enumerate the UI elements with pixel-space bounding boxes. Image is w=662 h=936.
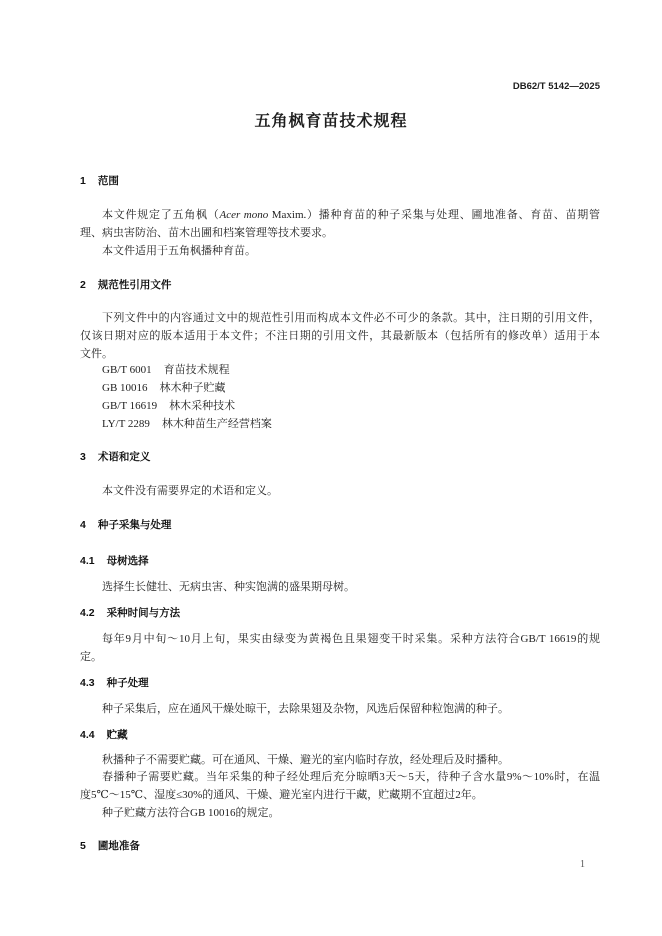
subsection-title: 采种时间与方法 [106, 607, 181, 619]
subsection-4-3-heading [80, 676, 149, 690]
subsection-paragraph-line: 种子采集后，应在通风干燥处晾干，去除果翅及杂物，风选后保留种粒饱满的种子。 [102, 703, 509, 715]
reference-name: 育苗技术规程 [163, 364, 230, 376]
section-number: 5 [80, 840, 86, 852]
subsection-paragraph-line: 秋播种子不需要贮藏。可在通风、干燥、避光的室内临时存放，经处理后及时播种。 [102, 754, 509, 766]
subsection-number: 4.2 [80, 607, 95, 619]
reference-item [102, 399, 235, 413]
section-number: 3 [80, 451, 86, 463]
page-number: 1 [580, 859, 585, 870]
subsection-paragraph-line: 每年9月中旬～10月上旬，果实由绿变为黄褐色且果翅变干时采集。采种方法符合GB/T 16619的规 [102, 633, 600, 645]
scope-paragraph-line [102, 208, 600, 222]
standard-code: DB62/T 5142—2025 [512, 81, 600, 92]
subsection-4-2-heading [80, 606, 180, 620]
section-5-heading [80, 839, 140, 853]
reference-code: GB/T 6001 [102, 364, 152, 376]
norm-paragraph-line: 下列文件中的内容通过文中的规范性引用而构成本文件必不可少的条款。其中，注日期的引用文件， [102, 312, 600, 324]
subsection-number: 4.3 [80, 677, 95, 689]
reference-item [102, 363, 230, 377]
section-number: 2 [80, 279, 86, 291]
subsection-title: 母树选择 [106, 555, 149, 567]
terms-paragraph: 本文件没有需要界定的术语和定义。 [102, 485, 278, 497]
reference-item [102, 417, 272, 431]
document-title: 五角枫育苗技术规程 [254, 113, 408, 130]
subsection-title: 贮藏 [106, 729, 128, 741]
reference-code: GB 10016 [102, 382, 148, 394]
text-run: Maxim.）播种育苗的种子采集与处理、圃地准备、育苗、苗期管 [268, 209, 600, 221]
reference-code: GB/T 16619 [102, 400, 158, 412]
reference-code: LY/T 2289 [102, 418, 150, 430]
subsection-paragraph-line: 度5℃～15℃、湿度≤30%的通风、干燥、避光室内进行干藏，贮藏期不宜超过2年。 [80, 789, 483, 801]
section-title: 规范性引用文件 [97, 279, 172, 291]
section-title: 种子采集与处理 [97, 519, 172, 531]
scope-paragraph-line: 理、病虫害防治、苗木出圃和档案管理等技术要求。 [80, 227, 333, 239]
section-2-heading [80, 278, 171, 292]
section-number: 4 [80, 519, 86, 531]
subsection-paragraph-line: 定。 [80, 651, 102, 663]
reference-name: 林木种苗生产经营档案 [161, 418, 272, 430]
subsection-title: 种子处理 [106, 677, 149, 689]
norm-paragraph-line: 文件。 [80, 348, 113, 360]
reference-name: 林木种子贮藏 [159, 382, 226, 394]
section-4-heading [80, 518, 171, 532]
subsection-paragraph-line: 春播种子需要贮藏。当年采集的种子经处理后充分晾晒3天～5天，待种子含水量9%～10%时，在温 [102, 771, 600, 783]
reference-item [102, 381, 226, 395]
section-1-heading [80, 174, 119, 188]
norm-paragraph-line: 仅该日期对应的版本适用于本文件；不注日期的引用文件，其最新版本（包括所有的修改单）适用于本 [80, 330, 600, 342]
subsection-number: 4.1 [80, 555, 95, 567]
subsection-number: 4.4 [80, 729, 95, 741]
subsection-4-4-heading [80, 728, 128, 742]
section-title: 术语和定义 [97, 451, 151, 463]
text-run: 本文件规定了五角枫（ [102, 209, 220, 221]
subsection-paragraph-line: 选择生长健壮、无病虫害、种实饱满的盛果期母树。 [102, 581, 355, 593]
section-number: 1 [80, 175, 86, 187]
section-title: 圃地准备 [97, 840, 140, 852]
latin-species-name: Acer mono [219, 209, 269, 221]
scope-applicability: 本文件适用于五角枫播种育苗。 [102, 245, 256, 257]
section-3-heading [80, 450, 150, 464]
reference-name: 林木采种技术 [169, 400, 236, 412]
subsection-paragraph-line: 种子贮藏方法符合GB 10016的规定。 [102, 807, 280, 819]
section-title: 范围 [97, 175, 119, 187]
subsection-4-1-heading [80, 554, 149, 568]
